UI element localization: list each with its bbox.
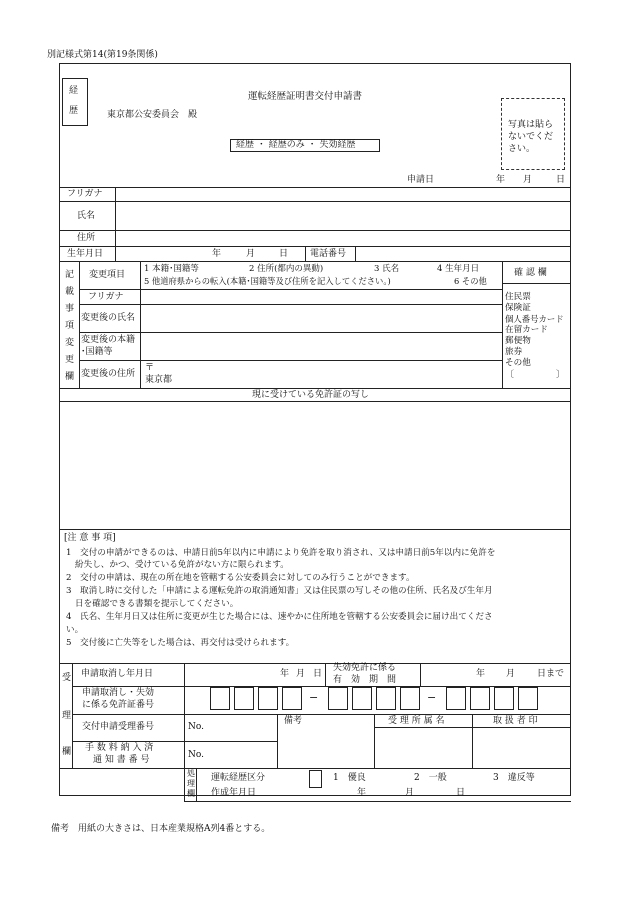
apply-month: 月	[523, 175, 533, 185]
fee-no-prefix: No.	[188, 750, 204, 760]
created-year: 年	[357, 788, 367, 798]
cancel-date-label: 申請取消し年月日	[81, 669, 154, 679]
lapse-label-1: 失効免許に係る	[333, 663, 397, 673]
apply-day: 日	[556, 175, 566, 185]
license-digit-12[interactable]	[518, 687, 538, 710]
processing-side-2: 理	[187, 779, 195, 788]
birth-month: 月	[246, 249, 256, 259]
category-checkbox[interactable]	[309, 770, 322, 788]
created-day: 日	[456, 788, 466, 798]
handler-seal-field[interactable]	[473, 728, 570, 768]
note-line-3: 2 交付の申請は、現在の所在地を管轄する公安委員会に対してのみ行うことができます。	[66, 573, 415, 583]
changes-side-6: 更	[65, 355, 75, 365]
license-no-label-1: 申請取消し・失効	[82, 688, 155, 698]
phone-field[interactable]	[356, 247, 570, 261]
confirm-header: 確 認 欄	[514, 268, 547, 278]
phone-label: 電話番号	[310, 249, 347, 259]
new-address-label: 変更後の住所	[81, 369, 136, 379]
new-domicile-field[interactable]	[141, 333, 501, 360]
license-digit-7[interactable]	[376, 687, 396, 710]
created-month: 月	[405, 788, 415, 798]
note-line-6: 4 氏名、生年月日又は住所に変更が生じた場合には、速やかに住所地を管轄する公安委員会に届け出てくださ	[66, 612, 493, 622]
category-label: 運転経歴区分	[211, 773, 266, 783]
new-domicile-label-1: 変更後の本籍	[81, 335, 136, 345]
address-label: 住所	[77, 233, 96, 243]
confirm-item-5[interactable]: 郵便物	[505, 336, 531, 346]
confirm-item-4[interactable]: 在留カード	[505, 325, 548, 335]
photo-note-3: さい。	[508, 144, 536, 154]
new-name-field[interactable]	[141, 305, 501, 332]
change-item-5[interactable]: 5 他道府県からの転入(本籍･国籍等及び住所を記入してください｡)	[144, 276, 391, 286]
changes-side-7: 欄	[65, 372, 75, 382]
photo-note-1: 写真は貼ら	[508, 120, 554, 130]
confirm-item-2[interactable]: 保険証	[505, 303, 531, 313]
confirm-item-7[interactable]: その他	[505, 358, 531, 368]
created-date-label: 作成年月日	[211, 788, 257, 798]
office-field[interactable]	[375, 728, 472, 768]
type-options[interactable]: 経歴 ・ 経歴のみ ・ 失効経歴	[236, 140, 356, 150]
lapse-until: 日まで	[537, 669, 565, 679]
apply-date-label: 申請日	[407, 175, 435, 185]
birth-day: 日	[279, 249, 289, 259]
change-item-3[interactable]: 3 氏名	[374, 264, 400, 274]
new-name-label: 変更後の氏名	[81, 313, 136, 323]
cancel-year: 年	[280, 669, 290, 679]
stamp-label-2: 歴	[69, 106, 79, 116]
form-title: 運転経歴証明書交付申請書	[248, 91, 363, 102]
license-digit-6[interactable]	[352, 687, 372, 710]
note-line-7: い。	[66, 625, 84, 635]
category-option-3[interactable]: 3 違反等	[493, 773, 535, 783]
birthdate-label: 生年月日	[67, 249, 104, 259]
change-item-1[interactable]: 1 本籍･国籍等	[144, 264, 199, 274]
license-digit-3[interactable]	[258, 687, 278, 710]
reception-side-1: 受	[62, 673, 72, 683]
license-no-label-2: に係る免許証番号	[82, 700, 155, 710]
license-digit-1[interactable]	[210, 687, 230, 710]
license-copy-area[interactable]	[60, 402, 570, 528]
note-line-8: 5 交付後に亡失等をした場合は、再交付は受けられます。	[66, 638, 295, 648]
new-domicile-label-2: ･国籍等	[81, 347, 113, 357]
new-address-field[interactable]	[141, 361, 501, 388]
license-digit-2[interactable]	[234, 687, 254, 710]
remarks-field[interactable]	[278, 727, 374, 768]
note-line-1: 1 交付の申請ができるのは、申請日前5年以内に申請により免許を取り消され、又は申請日前5年以内に免許を	[66, 548, 496, 558]
processing-side-1: 処	[187, 769, 195, 778]
processing-side-3: 欄	[187, 789, 195, 798]
birth-year: 年	[212, 249, 222, 259]
fee-label-2: 通 知 書 番 号	[93, 755, 150, 765]
stamp-label-1: 経	[69, 86, 79, 96]
license-digit-11[interactable]	[494, 687, 514, 710]
change-item-6[interactable]: 6 その他	[454, 276, 487, 286]
license-dash-2: −	[427, 691, 437, 704]
apply-year: 年	[496, 175, 506, 185]
fee-no-field[interactable]	[200, 742, 276, 768]
photo-note-2: ないでくだ	[508, 132, 554, 142]
confirm-item-3[interactable]: 個人番号カード	[505, 314, 564, 324]
form-id: 別記様式第14(第19条関係)	[47, 50, 158, 60]
name-field[interactable]	[116, 202, 570, 230]
changes-side-3: 事	[65, 304, 75, 314]
change-item-2[interactable]: 2 住所(都内の異動)	[249, 264, 324, 274]
confirm-bracket-close: 〕	[556, 370, 566, 380]
changes-side-2: 載	[65, 287, 75, 297]
addressee: 東京都公安委員会 殿	[107, 110, 198, 120]
notes-heading: [注 意 事 項]	[64, 533, 116, 543]
reception-side-3: 欄	[62, 747, 72, 757]
note-line-5: 日を確認できる書類を提示してください。	[75, 599, 239, 609]
license-digit-5[interactable]	[328, 687, 348, 710]
furigana-field[interactable]	[116, 188, 570, 201]
license-digit-9[interactable]	[446, 687, 466, 710]
postal-mark: 〒	[145, 363, 155, 373]
prefecture: 東京都	[145, 375, 173, 385]
confirm-item-6[interactable]: 旅券	[505, 347, 523, 357]
furigana-label: フリガナ	[67, 189, 103, 199]
changes-furigana-field[interactable]	[141, 290, 501, 304]
remarks-label: 備考	[284, 716, 303, 726]
receipt-no-label: 交付申請受理番号	[82, 722, 155, 732]
footer-note: 備考 用紙の大きさは、日本産業規格A列4番とする。	[51, 824, 271, 834]
office-label: 受 理 所 属 名	[388, 716, 445, 726]
category-option-1[interactable]: 1 優良	[333, 773, 366, 783]
address-field[interactable]	[116, 231, 570, 246]
cancel-day: 日	[313, 669, 323, 679]
note-line-2: 紛失し、かつ、受けている免許がない方に限られます。	[75, 560, 289, 570]
note-line-4: 3 取消し時に交付した「申請による運転免許の取消通知書」又は住民票の写しその他の住所、氏名及び生年月	[66, 586, 493, 596]
license-copy-title: 現に受けている免許証の写し	[252, 390, 370, 400]
lapse-year: 年	[476, 669, 486, 679]
license-digit-10[interactable]	[470, 687, 490, 710]
changes-side-4: 項	[65, 321, 75, 331]
name-label: 氏名	[77, 211, 96, 221]
changes-side-5: 変	[65, 338, 75, 348]
handler-label: 取 扱 者 印	[493, 716, 538, 726]
receipt-no-field[interactable]	[200, 715, 276, 741]
reception-side-2: 理	[62, 711, 72, 721]
cancel-month: 月	[296, 669, 306, 679]
license-digit-4[interactable]	[282, 687, 302, 710]
license-dash-1: −	[309, 691, 319, 704]
lapse-month: 月	[506, 669, 516, 679]
receipt-no-prefix: No.	[188, 722, 204, 732]
license-digit-8[interactable]	[400, 687, 420, 710]
category-option-2[interactable]: 2 一般	[414, 773, 447, 783]
lapse-label-2: 有 効 期 間	[333, 675, 397, 685]
confirm-bracket-open: 〔	[505, 370, 515, 380]
changes-furigana-label: フリガナ	[88, 292, 124, 302]
fee-label-1: 手 数 料 納 入 済	[85, 743, 154, 753]
confirm-item-1[interactable]: 住民票	[505, 292, 531, 302]
change-item-label: 変更項目	[89, 270, 126, 280]
changes-side-1: 記	[65, 270, 75, 280]
change-item-4[interactable]: 4 生年月日	[437, 264, 480, 274]
